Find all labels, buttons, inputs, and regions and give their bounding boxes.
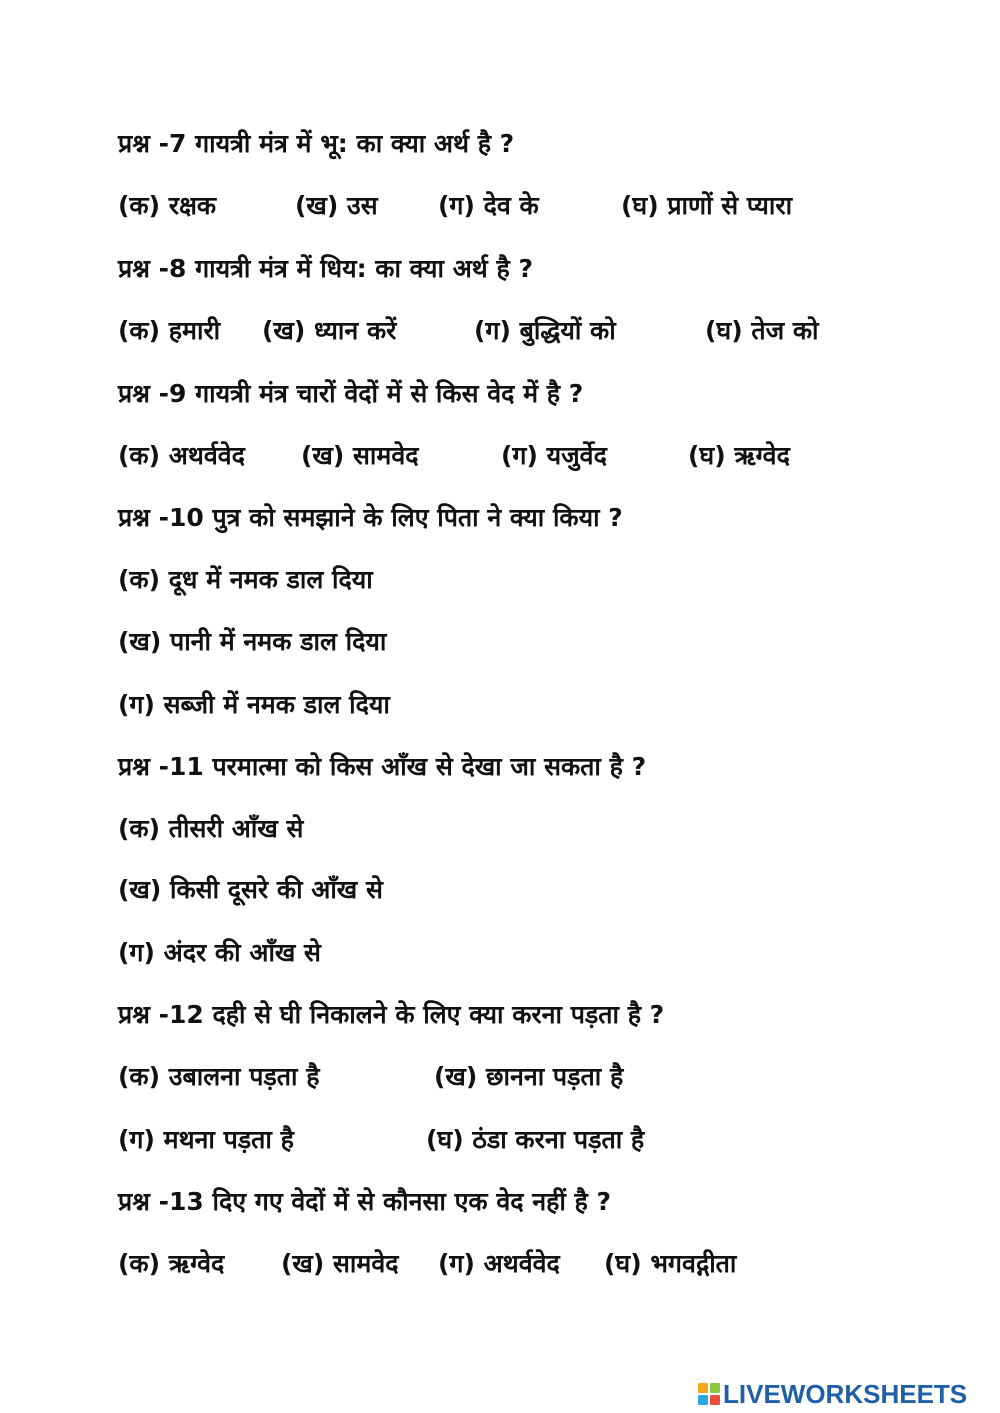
option-ka: (क) रक्षक <box>118 191 217 220</box>
option-ga: (ग) सब्जी में नमक डाल दिया <box>118 690 390 719</box>
option-gha: (घ) ऋग्वेद <box>688 441 790 470</box>
option-ga: (ग) यजुर्वेद <box>501 441 607 470</box>
option-ka: (क) तीसरी आँख से <box>118 814 304 843</box>
option-gha: (घ) तेज को <box>705 316 819 345</box>
option-ga: (ग) अंदर की आँख से <box>118 938 321 967</box>
liveworksheets-brand-text: LIVEWORKSHEETS <box>723 1379 968 1409</box>
option-ka: (क) हमारी <box>118 316 221 345</box>
option-gha: (घ) ठंडा करना पड़ता है <box>426 1125 645 1154</box>
option-ka: (क) दूध में नमक डाल दिया <box>118 565 373 594</box>
question-7: प्रश्न -7 गायत्री मंत्र में भू: का क्या अर्थ है ? <box>118 129 515 158</box>
liveworksheets-icon <box>697 1382 721 1406</box>
option-ga: (ग) अथर्ववेद <box>438 1249 560 1278</box>
option-kha: (ख) सामवेद <box>281 1249 399 1278</box>
question-9: प्रश्न -9 गायत्री मंत्र चारों वेदों में से किस वेद में है ? <box>118 379 584 408</box>
question-13: प्रश्न -13 दिए गए वेदों में से कौनसा एक वेद नहीं है ? <box>118 1187 612 1216</box>
option-kha: (ख) पानी में नमक डाल दिया <box>118 627 387 656</box>
option-gha: (घ) भगवद्गीता <box>604 1249 737 1278</box>
option-ga: (ग) बुद्धियों को <box>474 316 616 345</box>
option-kha: (ख) छानना पड़ता है <box>434 1062 624 1091</box>
option-ka: (क) उबालना पड़ता है <box>118 1062 320 1091</box>
liveworksheets-logo[interactable] <box>697 1378 997 1410</box>
question-10: प्रश्न -10 पुत्र को समझाने के लिए पिता ने क्या किया ? <box>118 503 623 532</box>
option-kha: (ख) किसी दूसरे की आँख से <box>118 875 383 904</box>
option-kha: (ख) सामवेद <box>301 441 419 470</box>
option-kha: (ख) उस <box>295 191 378 220</box>
question-12: प्रश्न -12 दही से घी निकालने के लिए क्या करना पड़ता है ? <box>118 1000 665 1029</box>
question-11: प्रश्न -11 परमात्मा को किस आँख से देखा जा सकता है ? <box>118 752 647 781</box>
option-gha: (घ) प्राणों से प्यारा <box>621 191 793 220</box>
option-ka: (क) अथर्ववेद <box>118 441 245 470</box>
option-kha: (ख) ध्यान करें <box>262 316 397 345</box>
option-ga: (ग) देव के <box>438 191 539 220</box>
question-8: प्रश्न -8 गायत्री मंत्र में धिय: का क्या अर्थ है ? <box>118 254 533 283</box>
option-ka: (क) ऋग्वेद <box>118 1249 225 1278</box>
option-ga: (ग) मथना पड़ता है <box>118 1125 294 1154</box>
